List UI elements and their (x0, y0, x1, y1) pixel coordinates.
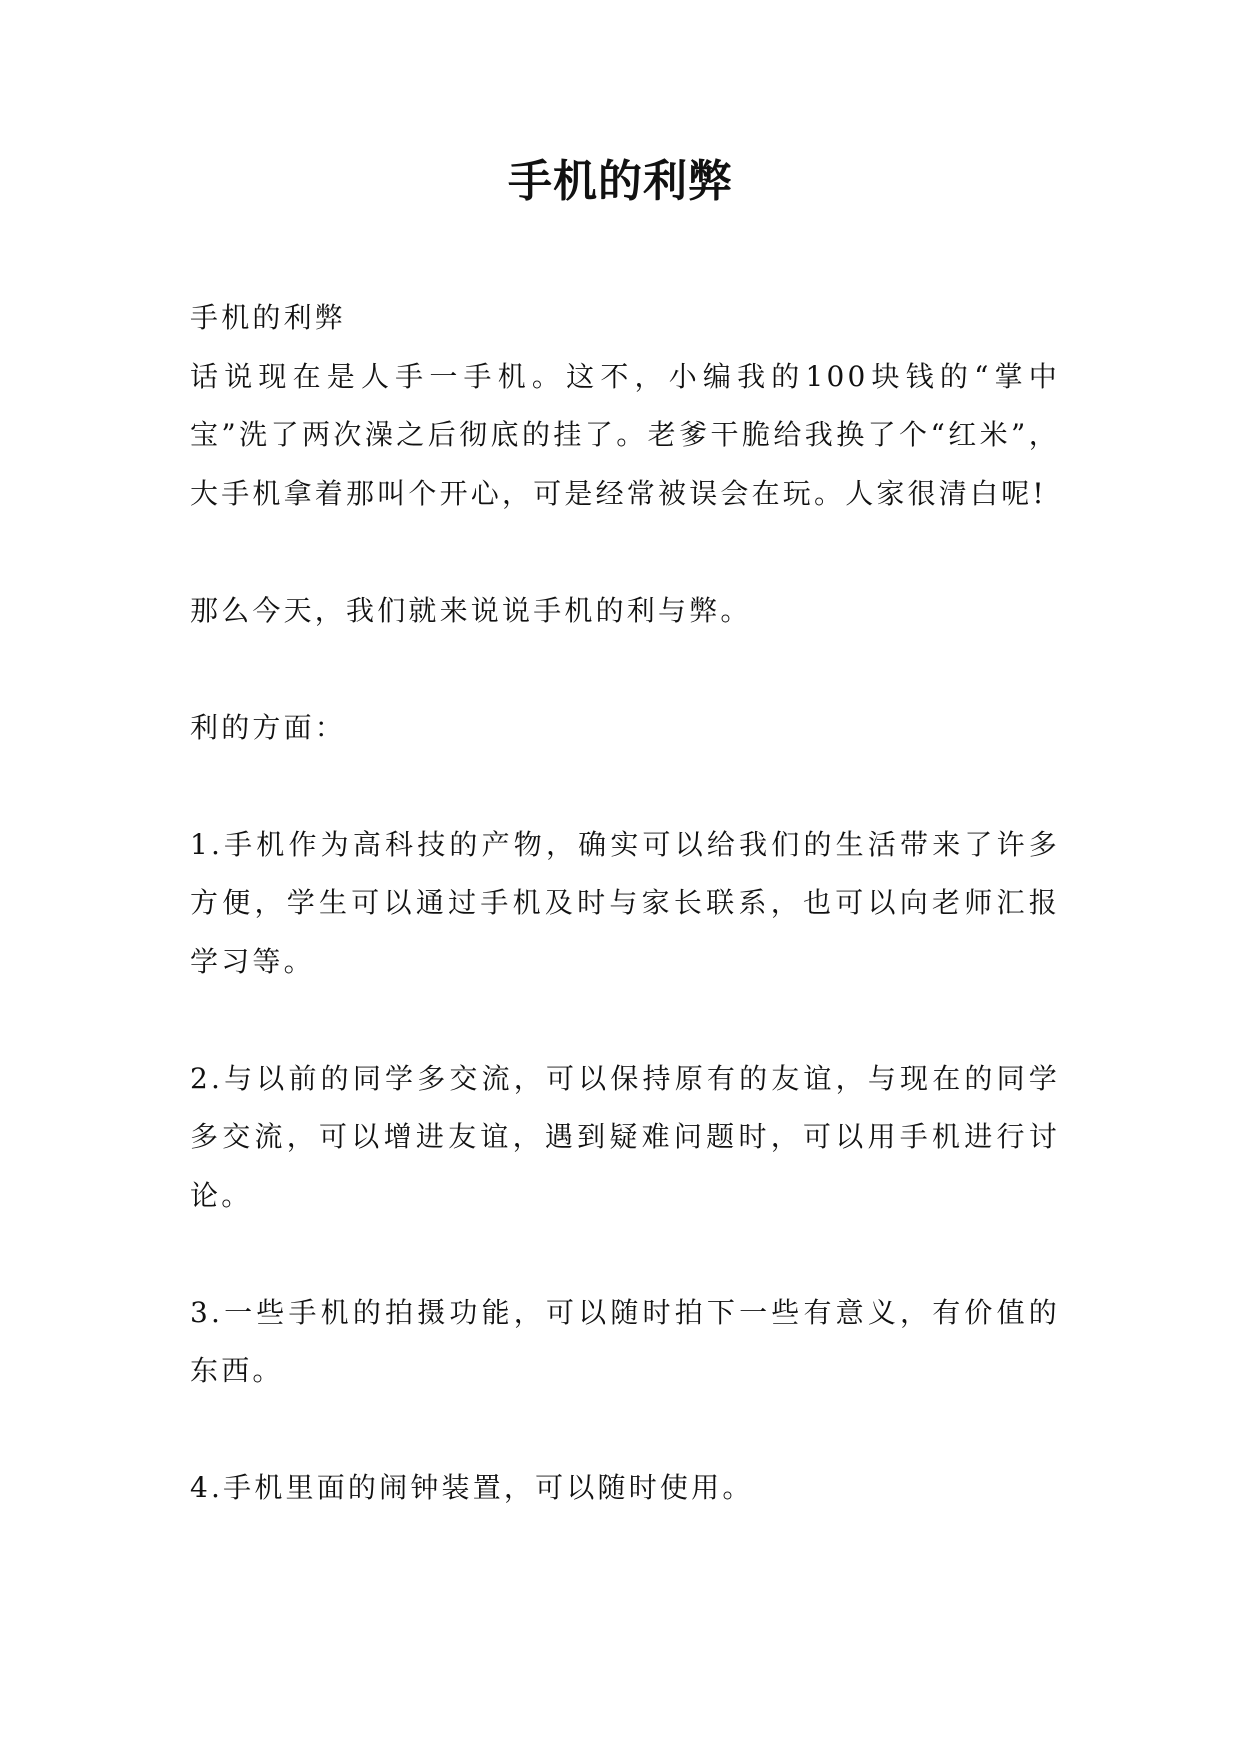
list-item-4: 4.手机里面的闹钟装置，可以随时使用。 (190, 1471, 754, 1504)
document-body (190, 289, 1060, 1518)
paragraph-subtitle: 手机的利弊 (190, 301, 347, 334)
paragraph-topic: 那么今天，我们就来说说手机的利与弊。 (190, 593, 752, 627)
paragraph-intro: 话说现在是人手一手机。这不，小编我的100块钱的“掌中宝”洗了两次澡之后彻底的挂了。老爹干脆给我换了个“红米”，大手机拿着那叫个开心，可是经常被误会在玩。人家很清白呢! (190, 359, 1060, 510)
section-heading-advantages: 利的方面： (190, 710, 347, 744)
document-title: 手机的利弊 (508, 156, 733, 207)
list-item-3: 3.一些手机的拍摄功能，可以随时拍下一些有意义，有价值的东西。 (190, 1295, 1060, 1387)
list-item-2: 2.与以前的同学多交流，可以保持原有的友谊，与现在的同学多交流，可以增进友谊，遇到疑难问题时，可以用手机进行讨论。 (190, 1061, 1060, 1212)
list-item-1: 1.手机作为高科技的产物，确实可以给我们的生活带来了许多方便，学生可以通过手机及时与家长联系，也可以向老师汇报学习等。 (190, 827, 1060, 978)
